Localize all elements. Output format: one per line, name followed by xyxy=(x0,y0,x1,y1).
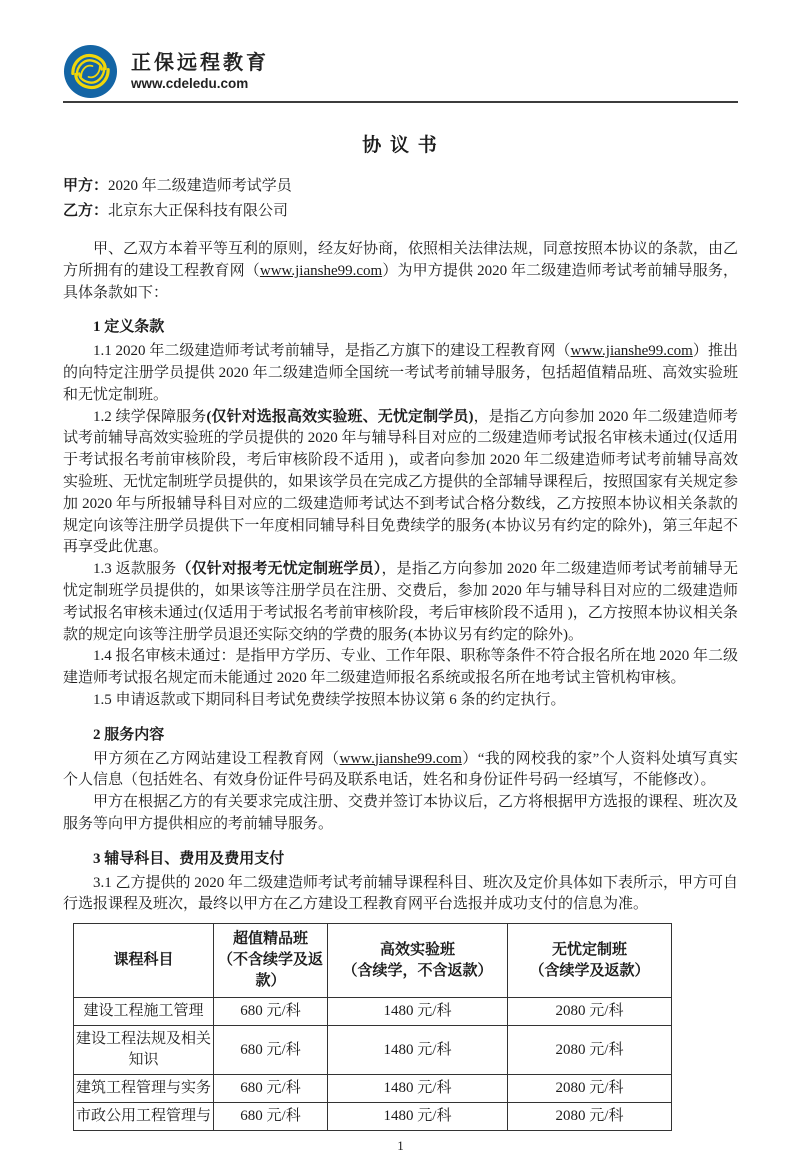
section-3-heading: 3 辅导科目、费用及费用支付 xyxy=(93,850,285,867)
efficient-price-cell: 1480 元/科 xyxy=(328,1075,508,1103)
section-1-heading: 1 定义条款 xyxy=(93,319,165,336)
subject-cell: 建设工程法规及相关知识 xyxy=(74,1026,214,1075)
header-custom-label: 无忧定制班 xyxy=(551,941,627,958)
price-table-header-efficient xyxy=(328,924,508,998)
premium-price-cell: 680 元/科 xyxy=(214,1103,328,1131)
party-b-line xyxy=(63,199,738,224)
jianshe99-link[interactable]: www.jianshe99.com xyxy=(339,750,462,767)
party-b-label: 乙方： xyxy=(63,203,109,219)
section-2-p1-text-2: ）“我的网校我的家”个人资料处填写真实个人信息（包括姓名、有效身份证件号码及联系电话，姓名和身份证件号码一经填写，不能修改）。 xyxy=(63,750,738,789)
jianshe99-link[interactable]: www.jianshe99.com xyxy=(259,262,383,279)
clause-1-3-bold-note: （仅针对报考无忧定制班学员） xyxy=(176,561,382,578)
subject-cell: 市政公用工程管理与 xyxy=(74,1103,214,1131)
section-2-paragraph-1 xyxy=(63,749,738,793)
clause-1-2-text-1: 1.2 续学保障服务 xyxy=(93,408,207,425)
price-table-header-premium xyxy=(214,924,328,998)
section-2-p1-text-1: 甲方须在乙方网站建设工程教育网（ xyxy=(93,750,340,767)
table-row xyxy=(74,998,672,1026)
clause-1-3-text-2: ，是指乙方向参加 2020 年二级建造师考试考前辅导无忧定制班学员提供的，如果该等注册学员在注册、交费后，参加 2020 年与辅导科目对应的二级建造师考试报名审核未通过(仅适用于考试报名考前审核阶段，考后审核阶段不适用 )，乙方按照本协议相关条款的规定向该等注册学员退还实际交纳的学费的服务(本协议另有约定的除外)。 xyxy=(63,561,738,643)
header-custom-note: （含续学及返款） xyxy=(529,962,650,979)
efficient-price-cell: 1480 元/科 xyxy=(328,998,508,1026)
brand-row xyxy=(63,44,738,99)
jianshe99-link[interactable]: www.jianshe99.com xyxy=(570,343,693,360)
party-a-value: 2020 年二级建造师考试学员 xyxy=(108,178,292,194)
brand-name: 正保远程教育 xyxy=(131,51,269,74)
intro-paragraph xyxy=(63,239,738,304)
letterhead xyxy=(63,0,738,103)
subject-cell: 建筑工程管理与实务 xyxy=(74,1075,214,1103)
custom-price-cell: 2080 元/科 xyxy=(508,1103,672,1131)
price-table-header-subject xyxy=(74,924,214,998)
efficient-price-cell: 1480 元/科 xyxy=(328,1103,508,1131)
subject-cell: 建设工程施工管理 xyxy=(74,998,214,1026)
header-subject-label: 课程科目 xyxy=(113,952,174,969)
custom-price-cell: 2080 元/科 xyxy=(508,1026,672,1075)
premium-price-cell: 680 元/科 xyxy=(214,998,328,1026)
document-title: 协 议 书 xyxy=(362,135,439,156)
intro-text-1: 甲、乙双方本着平等互利的原则，经友好协商，依照相关法律法规，同意按照本协议的条款，由乙方所拥有的建设工程教育网（ xyxy=(63,241,739,279)
clause-1-5: 1.5 申请返款或下期同科目考试免费续学按照本协议第 6 条的约定执行。 xyxy=(93,691,566,708)
table-row xyxy=(74,1026,672,1075)
clause-1-2-bold-note: (仅针对选报高效实验班、无忧定制学员) xyxy=(206,408,474,425)
custom-price-cell: 2080 元/科 xyxy=(508,998,672,1026)
header-premium-label: 超值精品班 xyxy=(232,931,308,948)
clause-1-1 xyxy=(63,341,738,406)
intro-text-2: ）为甲方提供 2020 年二级建造师考试考前辅导服务，具体条款如下： xyxy=(63,262,738,301)
header-efficient-label: 高效实验班 xyxy=(379,941,455,958)
party-b-value: 北京东大正保科技有限公司 xyxy=(108,203,289,219)
clause-1-1-text-2: ）推出的向特定注册学员提供 2020 年二级建造师全国统一考试考前辅导服务，包括超值精品班、高效实验班和无忧定制班。 xyxy=(63,343,738,403)
page-number: 1 xyxy=(397,1138,404,1154)
clause-1-3-text-1: 1.3 返款服务 xyxy=(93,561,177,578)
brand-logo-icon xyxy=(63,44,118,99)
clause-1-4: 1.4 报名审核未通过：是指甲方学历、专业、工作年限、职称等条件不符合报名所在地 2020 年二级建造师考试报名规定而未能通过 2020 年二级建造师报名系统或报名所在地考试主管机构审核。 xyxy=(63,648,739,687)
premium-price-cell: 680 元/科 xyxy=(214,1026,328,1075)
clause-3-1: 3.1 乙方提供的 2020 年二级建造师考试考前辅导课程科目、班次及定价具体如下表所示，甲方可自行选报课程及班次，最终以甲方在乙方建设工程教育网平台选报并成功支付的信息为准。 xyxy=(63,874,739,913)
section-2-paragraph-2: 甲方在根据乙方的有关要求完成注册、交费并签订本协议后，乙方将根据甲方选报的课程、班次及服务等向甲方提供相应的考前辅导服务。 xyxy=(63,794,739,832)
custom-price-cell: 2080 元/科 xyxy=(508,1075,672,1103)
clause-1-3 xyxy=(63,559,738,646)
table-row xyxy=(74,1103,672,1131)
parties-block xyxy=(63,174,738,224)
section-2-heading: 2 服务内容 xyxy=(93,726,165,743)
brand-text xyxy=(131,51,269,92)
premium-price-cell: 680 元/科 xyxy=(214,1075,328,1103)
price-table xyxy=(73,923,672,1131)
table-row xyxy=(74,1075,672,1103)
header-premium-note: （不含续学及返款） xyxy=(217,952,323,990)
header-efficient-note: （含续学，不含返款） xyxy=(342,962,493,979)
clause-1-2-text-2: ，是指乙方向参加 2020 年二级建造师考试考前辅导高效实验班的学员提供的 2020 年与辅导科目对应的二级建造师考试报名审核未通过(仅适用于考试报名考前审核阶段，考后审核阶段不适用 )，或者向参加 2020 年二级建造师考试考前辅导高效实验班、无忧定制班学员提供的，如果该学员在完成乙方提供的全部辅导课程后，按照国家有关规定参加 2020 年与所报辅导科目对应的二级建造师考试达不到考试合格分数线，乙方按照本协议相关条款的规定向该等注册学员提供下一年度相同辅导科目免费续学的服务(本协议另有约定的除外)，第三年起不再享受此优惠。 xyxy=(63,408,739,556)
efficient-price-cell: 1480 元/科 xyxy=(328,1026,508,1075)
clause-1-1-text-1: 1.1 2020 年二级建造师考试考前辅导，是指乙方旗下的建设工程教育网（ xyxy=(93,343,571,360)
header-rule xyxy=(63,101,738,103)
brand-url[interactable]: www.cdeledu.com xyxy=(131,75,249,91)
party-a-line xyxy=(63,174,738,199)
price-table-header-row xyxy=(74,924,672,998)
price-table-header-custom xyxy=(508,924,672,998)
clause-1-2 xyxy=(63,407,738,560)
party-a-label: 甲方： xyxy=(63,178,109,194)
